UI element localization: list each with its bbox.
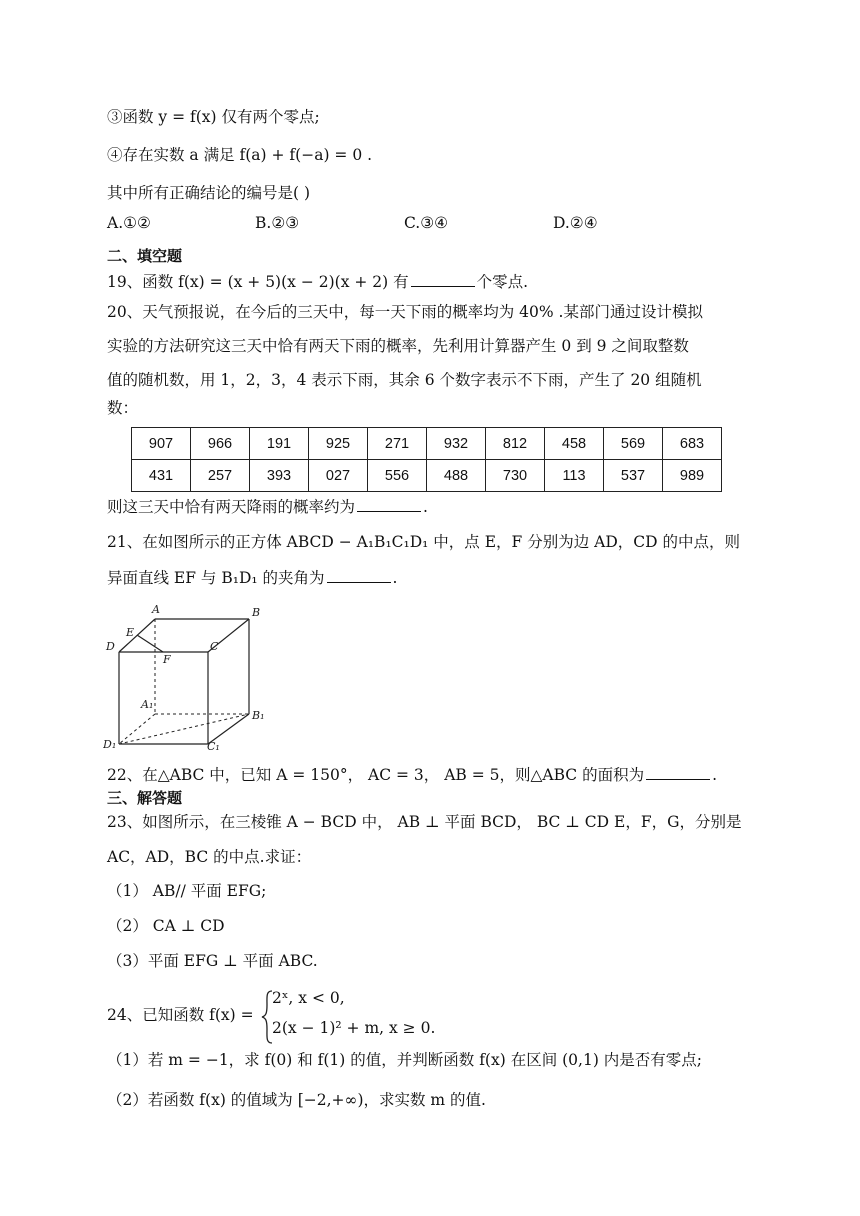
q24-lead: 24、已知函数 f(x) = — [107, 1006, 254, 1024]
q19-text: 19、函数 f(x) = (x + 5)(x − 2)(x + 2) 有 — [107, 273, 409, 291]
answer-blank — [327, 568, 391, 583]
q20-line-1: 20、天气预报说，在今后的三天中，每一天下雨的概率均为 40% .某部门通过设计模拟 — [107, 303, 703, 321]
question-prompt: 其中所有正确结论的编号是( ) — [107, 184, 311, 202]
random-number-table — [131, 427, 722, 492]
q24-case-2: 2(x − 1)² + m, x ≥ 0. — [272, 1019, 436, 1037]
answer-blank — [411, 272, 475, 287]
q22-tail: . — [712, 766, 718, 784]
table-cell: 458 — [545, 428, 604, 460]
label-c: C — [210, 640, 219, 653]
q20-line-3: 值的随机数，用 1，2，3，4 表示下雨，其余 6 个数字表示不下雨，产生了 20 组随机 — [107, 371, 702, 389]
section-heading-solve: 三、解答题 — [107, 789, 183, 807]
table-cell: 932 — [427, 428, 486, 460]
label-f: F — [163, 653, 171, 666]
question-19 — [107, 272, 528, 292]
q20-question-text: 则这三天中恰有两天降雨的概率约为 — [107, 498, 356, 516]
q23-part-3: （3）平面 EFG ⊥ 平面 ABC. — [107, 952, 318, 970]
q23-line-1: 23、如图所示，在三棱锥 A − BCD 中， AB ⊥ 平面 BCD， BC ⊥ CD E，F，G，分别是 — [107, 813, 742, 831]
table-cell: 271 — [368, 428, 427, 460]
q21-line-2-text: 异面直线 EF 与 B₁D₁ 的夹角为 — [107, 569, 325, 587]
table-cell: 683 — [663, 428, 722, 460]
option-d: D.②④ — [553, 214, 598, 232]
label-a: A — [152, 603, 160, 616]
label-d: D — [106, 640, 115, 653]
table-cell: 191 — [250, 428, 309, 460]
table-cell: 812 — [486, 428, 545, 460]
q23-part-2: （2） CA ⊥ CD — [107, 917, 225, 935]
label-e: E — [126, 626, 135, 639]
answer-options — [107, 214, 667, 234]
question-22 — [107, 765, 717, 785]
table-cell: 537 — [604, 460, 663, 492]
q20-question — [107, 497, 428, 517]
table-cell: 393 — [250, 460, 309, 492]
statement-4: ④存在实数 a 满足 f(a) + f(−a) = 0 . — [107, 146, 373, 164]
q20-question-tail: . — [423, 498, 428, 516]
table-cell: 966 — [191, 428, 250, 460]
q21-line-2 — [107, 568, 397, 588]
q23-line-2: AC，AD，BC 的中点.求证： — [107, 848, 312, 866]
table-cell: 925 — [309, 428, 368, 460]
segment-ef — [137, 635, 163, 652]
table-cell: 907 — [132, 428, 191, 460]
answer-blank — [357, 497, 421, 512]
table-cell: 113 — [545, 460, 604, 492]
q24-case-1: 2ˣ, x < 0, — [272, 989, 345, 1007]
q20-line-2: 实验的方法研究这三天中恰有两天下雨的概率，先利用计算器产生 0 到 9 之间取整数 — [107, 337, 689, 355]
q19-tail: 个零点. — [476, 273, 529, 291]
q22-text: 22、在△ABC 中，已知 A = 150°， AC = 3， AB = 5，则△ABC 的面积为 — [107, 766, 645, 784]
q20-line-4: 数： — [107, 399, 139, 417]
statement-3: ③函数 y = f(x) 仅有两个零点; — [107, 108, 320, 126]
label-a1: A₁ — [141, 698, 154, 711]
q23-part-1: （1） AB// 平面 EFG; — [107, 882, 267, 900]
table-cell: 257 — [191, 460, 250, 492]
table-row — [132, 460, 722, 492]
table-cell: 431 — [132, 460, 191, 492]
option-c: C.③④ — [404, 214, 449, 232]
label-d1: D₁ — [103, 738, 117, 751]
table-row — [132, 428, 722, 460]
table-cell: 488 — [427, 460, 486, 492]
table-cell: 027 — [309, 460, 368, 492]
q24-part-1: （1）若 m = −1，求 f(0) 和 f(1) 的值，并判断函数 f(x) 在区间 (0,1) 内是否有零点; — [107, 1051, 703, 1069]
q21-line-1: 21、在如图所示的正方体 ABCD − A₁B₁C₁D₁ 中，点 E，F 分别为边 AD，CD 的中点，则 — [107, 533, 740, 551]
label-b: B — [252, 606, 261, 619]
table-cell: 569 — [604, 428, 663, 460]
table-cell: 989 — [663, 460, 722, 492]
table-cell: 730 — [486, 460, 545, 492]
table-cell: 556 — [368, 460, 427, 492]
q21-line-2-tail: . — [392, 569, 398, 587]
option-a: A.①② — [107, 214, 151, 232]
q24-part-2: （2）若函数 f(x) 的值域为 [−2,+∞)，求实数 m 的值. — [107, 1091, 486, 1109]
cube-figure — [103, 603, 273, 751]
answer-blank — [646, 765, 710, 780]
label-b1: B₁ — [252, 709, 265, 722]
option-b: B.②③ — [255, 214, 300, 232]
section-heading-fill-in: 二、填空题 — [107, 247, 183, 265]
label-c1: C₁ — [207, 740, 220, 751]
